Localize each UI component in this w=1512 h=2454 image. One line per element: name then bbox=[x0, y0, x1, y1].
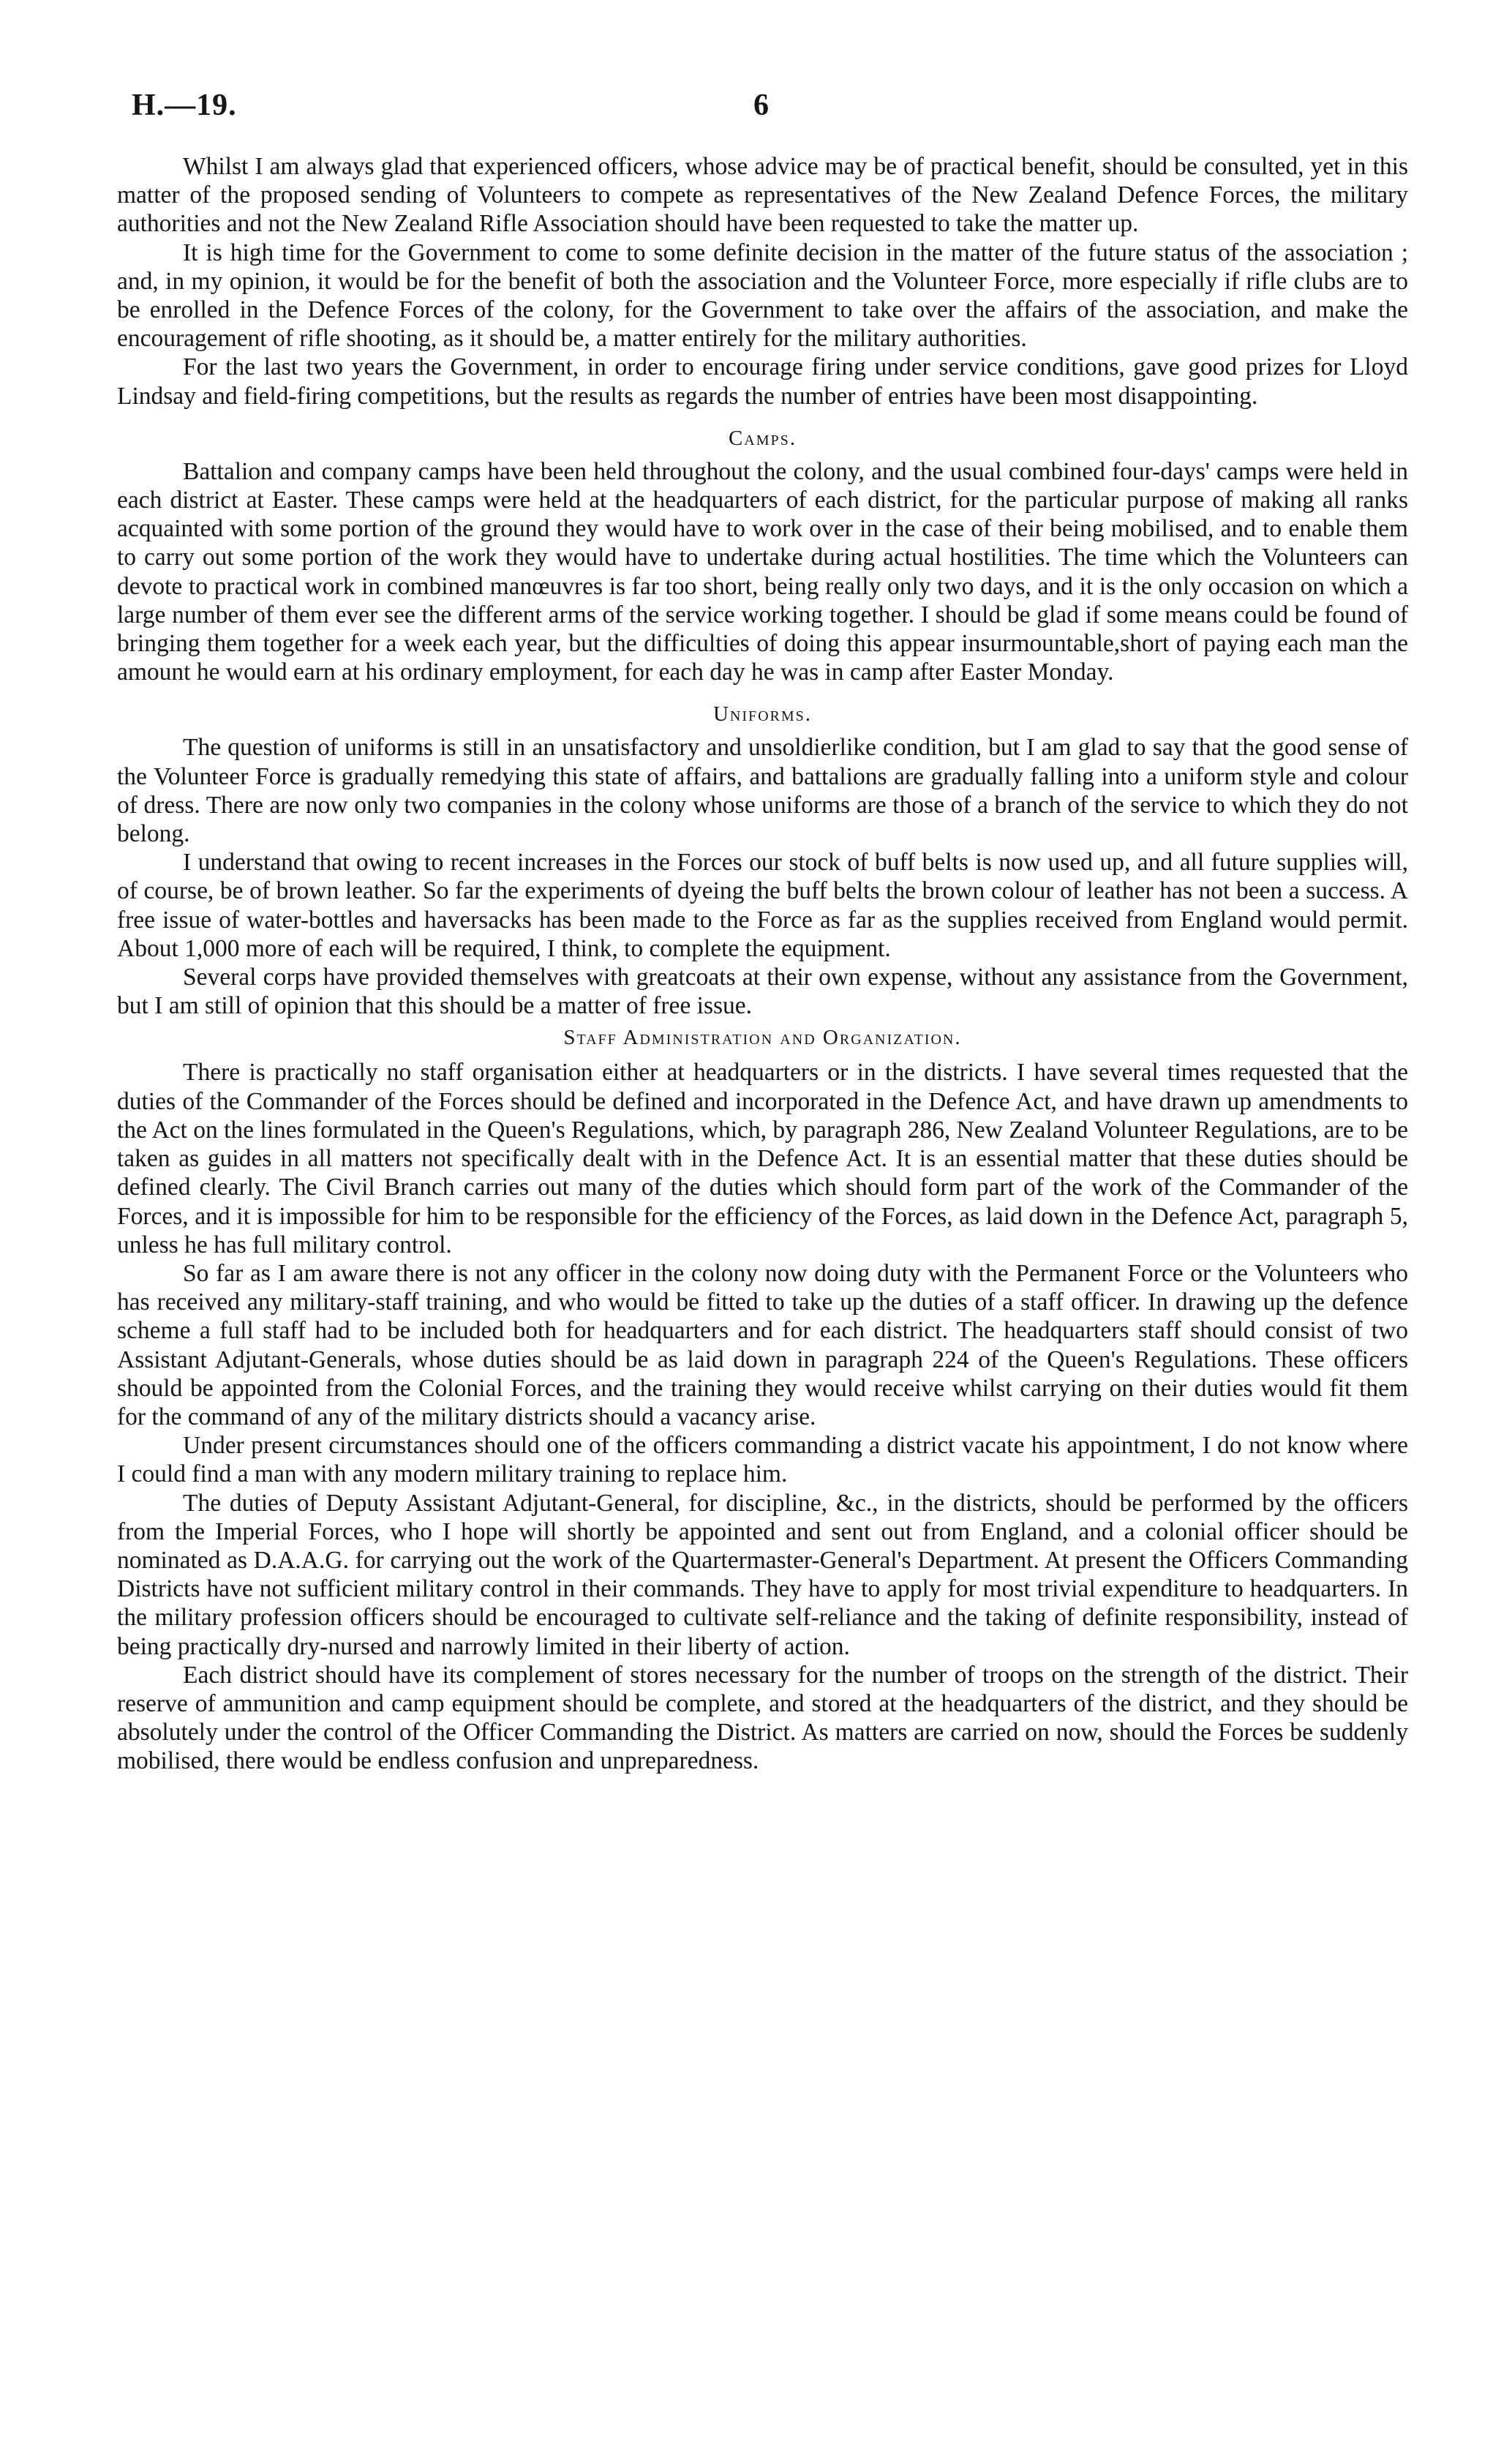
document-reference: H.—19. bbox=[132, 89, 237, 122]
paragraph-staff-3: Under present circumstances should one of the officers commanding a district vacate his appointment, I do not know where I could find a man with any modern military training to replace him. bbox=[117, 1432, 1408, 1488]
paragraph-staff-2: So far as I am aware there is not any officer in the colony now doing duty with the Permanent Force or the Volunteers who has received any military-staff training, and who would be fitted to take up the duties of a staff officer. In drawing up the defence scheme a full staff had to be included both for headquarters and for each district. The headquarters staff should consist of two Assistant Adjutant-Generals, whose duties should be as laid down in paragraph 224 of the Queen's Regulations. These officers should be appointed from the Colonial Forces, and the training they would receive whilst carrying on their duties would fit them for the command of any of the military districts should a vacancy arise. bbox=[117, 1259, 1408, 1430]
section-heading-uniforms: Uniforms. bbox=[712, 702, 813, 727]
paragraph-intro-2: It is high time for the Government to come to some definite decision in the matter of the future status of the association ; and, in my opinion, it would be for the benefit of both the association and the Volunteer Force, more especially if rifle clubs are to be enrolled in the Defence Forces of the colony, for the Government to take over the affairs of the association, and make the encouragement of rifle shooting, as it should be, a matter entirely for the military authorities. bbox=[117, 239, 1408, 353]
paragraph-staff-4: The duties of Deputy Assistant Adjutant-General, for discipline, &c., in the districts, should be performed by the officers from the Imperial Forces, who I hope will shortly be appointed and sent out from England, and a colonial officer should be nominated as D.A.A.G. for carrying out the work of the Quartermaster-General's Department. At present the Officers Commanding Districts have not sufficient military control in their commands. They have to apply for most trivial expenditure to headquarters. In the military profession officers should be encouraged to cultivate self-reliance and the taking of definite responsibility, instead of being practically dry-nursed and narrowly limited in their liberty of action. bbox=[117, 1489, 1408, 1660]
page-header bbox=[132, 88, 1390, 132]
paragraph-staff-5: Each district should have its complement of stores necessary for the number of troops on the strength of the district. Their reserve of ammunition and camp equipment should be complete, and stored at the headquarters of the district, and they should be absolutely under the control of the Officer Commanding the District. As matters are carried on now, should the Forces be suddenly mobilised, there would be endless confusion and unpreparedness. bbox=[117, 1661, 1408, 1775]
paragraph-camps-1: Battalion and company camps have been held throughout the colony, and the usual combined four-days' camps were held in each district at Easter. These camps were held at the headquarters of each district, for the particular purpose of making all ranks acquainted with some portion of the ground they would have to work over in the case of their being mobilised, and to enable them to carry out some portion of the work they would have to undertake during actual hostilities. The time which the Volunteers can devote to practical work in combined manœuvres is far too short, being really only two days, and it is the only occasion on which a large number of them ever see the different arms of the service working together. I should be glad if some means could be found of bringing them together for a week each year, but the difficulties of doing this appear insurmountable,short of paying each man the amount he would earn at his ordinary employment, for each day he was in camp after Easter Monday. bbox=[117, 457, 1408, 686]
section-heading-staff: Staff Administration and Organization. bbox=[563, 1026, 962, 1050]
section-heading-camps: Camps. bbox=[728, 426, 797, 450]
page-number: 6 bbox=[753, 89, 769, 122]
paragraph-uniforms-3: Several corps have provided themselves with greatcoats at their own expense, without any assistance from the Government, but I am still of opinion that this should be a matter of free issue. bbox=[117, 964, 1408, 1020]
paragraph-intro-1: Whilst I am always glad that experienced officers, whose advice may be of practical benefit, should be consulted, yet in this matter of the proposed sending of Volunteers to compete as representatives of the New Zealand Defence Forces, the military authorities and not the New Zealand Rifle Association should have been requested to take the matter up. bbox=[117, 153, 1408, 238]
paragraph-staff-1: There is practically no staff organisation either at headquarters or in the districts. I have several times requested that the duties of the Commander of the Forces should be defined and incorporated in the Defence Act, and have drawn up amendments to the Act on the lines formulated in the Queen's Regulations, which, by paragraph 286, New Zealand Volunteer Regulations, are to be taken as guides in all matters not specifically dealt with in the Defence Act. It is an essential matter that these duties should be defined clearly. The Civil Branch carries out many of the duties which should form part of the work of the Commander of the Forces, and it is impossible for him to be responsible for the efficiency of the Forces, as laid down in the Defence Act, paragraph 5, unless he has full military control. bbox=[117, 1059, 1408, 1258]
paragraph-uniforms-2: I understand that owing to recent increases in the Forces our stock of buff belts is now used up, and all future supplies will, of course, be of brown leather. So far the experiments of dyeing the buff belts the brown colour of leather has not been a success. A free issue of water-bottles and haversacks has been made to the Force as far as the supplies received from England would permit. About 1,000 more of each will be required, I think, to complete the equipment. bbox=[117, 849, 1408, 962]
body-text bbox=[117, 152, 1408, 1776]
paragraph-intro-3: For the last two years the Government, in order to encourage firing under service conditions, gave good prizes for Lloyd Lindsay and field-firing competitions, but the results as regards the number of entries have been most disappointing. bbox=[117, 353, 1408, 410]
paragraph-uniforms-1: The question of uniforms is still in an unsatisfactory and unsoldierlike condition, but I am glad to say that the good sense of the Volunteer Force is gradually remedying this state of affairs, and battalions are gradually falling into a uniform style and colour of dress. There are now only two companies in the colony whose uniforms are those of a branch of the service to which they do not belong. bbox=[117, 734, 1408, 848]
